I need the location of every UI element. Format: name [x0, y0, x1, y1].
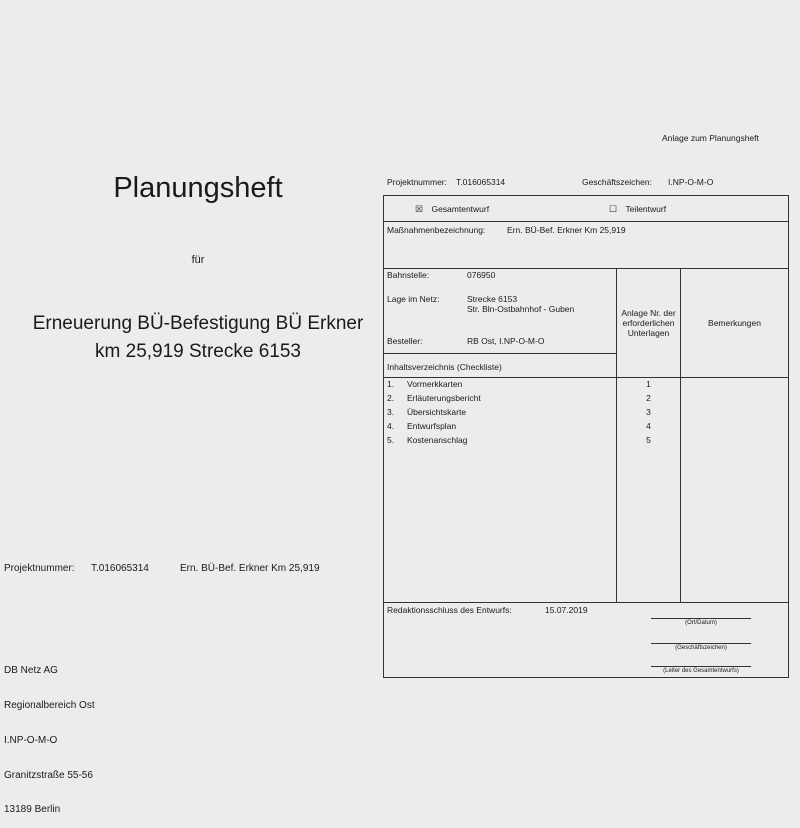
unchecked-box-icon: ☐ [609, 204, 618, 214]
anlage-header-line: Unterlagen [627, 328, 670, 338]
cover-fuer: für [191, 254, 205, 266]
inhalt-label: Inhaltsverzeichnis (Checkliste) [387, 362, 502, 372]
item-anlage: 5 [646, 435, 651, 445]
item-name: Kostenanschlag [407, 435, 468, 445]
anlage-column-header [617, 308, 680, 338]
sig-leiter-caption: (Leiter des Gesamtentwurfs) [663, 668, 739, 674]
sig-geschaeft-caption: (Geschäftszeichen) [675, 645, 727, 651]
massnahme-label: Maßnahmenbezeichnung: [387, 225, 486, 235]
item-num: 3. [387, 407, 395, 417]
cover-subject-line2: km 25,919 Strecke 6153 [95, 341, 301, 362]
lage-value-1: Strecke 6153 [467, 294, 518, 304]
bemerkungen-column-header: Bemerkungen [708, 318, 761, 328]
sheet-geschaeft-value: I.NP-O-M-O [668, 177, 714, 187]
massnahme-value: Ern. BÜ-Bef. Erkner Km 25,919 [507, 225, 626, 235]
sheet-geschaeft-label: Geschäftszeichen: [582, 177, 652, 187]
gesamtentwurf-checkbox[interactable] [415, 204, 489, 215]
teilentwurf-label: Teilentwurf [625, 204, 667, 214]
teilentwurf-checkbox[interactable] [609, 204, 666, 215]
cover-subject [0, 310, 396, 366]
item-num: 1. [387, 379, 395, 389]
item-num: 5. [387, 435, 395, 445]
gesamtentwurf-label: Gesamtentwurf [431, 204, 490, 214]
signature-line [651, 643, 751, 644]
lage-label: Lage im Netz: [387, 294, 440, 304]
item-name: Übersichtskarte [407, 407, 467, 417]
address-line: DB Netz AG [4, 665, 58, 677]
cover-projekt-label: Projektnummer: [4, 563, 75, 574]
signature-line [651, 666, 751, 667]
item-anlage: 3 [646, 407, 651, 417]
sheet-projekt-label: Projektnummer: [387, 177, 447, 187]
item-name: Erläuterungsbericht [407, 393, 481, 403]
bahnstelle-label: Bahnstelle: [387, 270, 430, 280]
lage-value-2: Str. Bln-Ostbahnhof - Guben [467, 304, 575, 314]
item-name: Entwurfsplan [407, 421, 457, 431]
divider [384, 602, 788, 603]
bahnstelle-value: 076950 [467, 270, 496, 280]
item-anlage: 2 [646, 393, 651, 403]
divider [384, 268, 788, 269]
divider [384, 377, 788, 378]
address-line: I.NP-O-M-O [4, 734, 58, 746]
checked-box-icon: ☒ [415, 204, 424, 214]
besteller-value: RB Ost, I.NP-O-M-O [467, 336, 545, 346]
divider [384, 221, 788, 222]
cover-subject-line1: Erneuerung BÜ-Befestigung BÜ Erkner [32, 313, 364, 334]
cover-projekt-short: Ern. BÜ-Bef. Erkner Km 25,919 [180, 563, 320, 574]
anlage-header-line: Anlage Nr. der [621, 308, 676, 318]
item-num: 4. [387, 421, 395, 431]
cover-projekt-value: T.016065314 [91, 563, 149, 574]
item-anlage: 4 [646, 421, 651, 431]
item-num: 2. [387, 393, 395, 403]
address-line: 13189 Berlin [4, 804, 61, 816]
item-name: Vormerkkarten [407, 379, 463, 389]
redaktion-value: 15.07.2019 [545, 605, 588, 615]
sheet-header-right: Anlage zum Planungsheft [662, 133, 759, 143]
address-line: Granitzstraße 55-56 [4, 769, 93, 781]
redaktion-label: Redaktionsschluss des Entwurfs: [387, 605, 512, 615]
anlage-header-line: erforderlichen [622, 318, 675, 328]
divider [384, 353, 616, 354]
item-anlage: 1 [646, 379, 651, 389]
address-line: Regionalbereich Ost [4, 699, 95, 711]
sheet-projekt-value: T.016065314 [456, 177, 506, 187]
form-sheet [383, 195, 789, 678]
signature-line [651, 618, 751, 619]
besteller-label: Besteller: [387, 336, 423, 346]
sig-ort-caption: (Ort/Datum) [685, 620, 717, 626]
cover-title: Planungsheft [113, 172, 283, 204]
